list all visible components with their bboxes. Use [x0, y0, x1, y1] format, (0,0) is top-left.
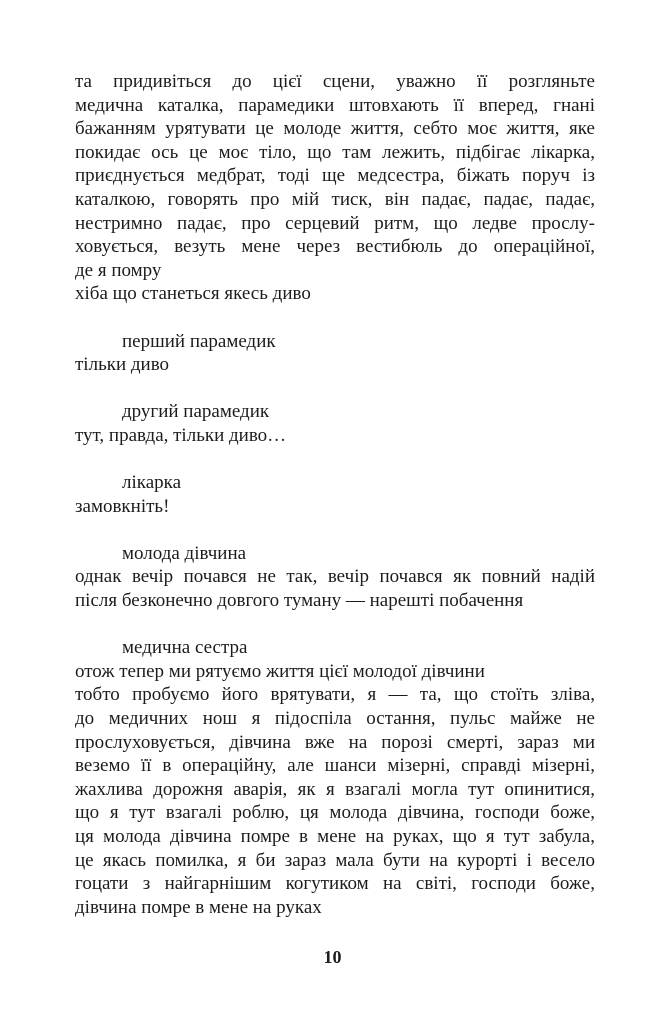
speaker-doctor: лікарка	[122, 472, 182, 494]
stanza-gap	[75, 448, 595, 472]
paragraph-opening	[75, 70, 595, 306]
text-line: це якась помилка, я би зараз мала бути на курорті і весело	[75, 849, 595, 871]
text-line: гоцати з найгарнішим когутиком на світі, господи боже,	[75, 873, 595, 895]
speaker-second-paramedic: другий парамедик	[122, 401, 270, 423]
text-line: отож тепер ми рятуємо життя цієї молодої дівчини	[75, 660, 485, 682]
dialogue-line: тільки диво	[75, 354, 170, 376]
speaker-young-girl: молода дівчина	[122, 542, 247, 564]
speaker-first-paramedic: перший парамедик	[122, 330, 276, 352]
text-line: каталкою, говорять про мій тиск, він падає, падає, падає,	[75, 188, 595, 210]
stanza-gap	[75, 613, 595, 637]
paragraph-nurse	[75, 660, 595, 920]
text-line: веземо її в операційну, але шанси мізерні, справді мізерні,	[75, 755, 595, 777]
stanza-gap	[75, 377, 595, 401]
page-body	[75, 70, 595, 919]
text-line: покидає ось це моє тіло, що там лежить, підбігає лікарка,	[75, 141, 595, 163]
text-line: однак вечір почався не так, вечір почався як повний надій	[75, 566, 595, 588]
text-line: після безконечно довгого туману — нарешті побачення	[75, 590, 524, 612]
text-line: тобто пробуємо його врятувати, я — та, що стоїть зліва,	[75, 684, 595, 706]
stanza-gap	[75, 306, 595, 330]
text-line: нестримно падає, про серцевий ритм, що ледве прослу-	[75, 212, 595, 234]
page-number: 10	[323, 947, 342, 967]
text-line: жахлива дорожня аварія, як я взагалі могла тут опинитися,	[75, 778, 595, 800]
text-line: що я тут взагалі роблю, ця молода дівчина, господи боже,	[75, 802, 595, 824]
text-line: прослуховується, дівчина вже на порозі смерті, зараз ми	[75, 731, 595, 753]
dialogue-line: замовкніть!	[75, 495, 170, 517]
paragraph-young-girl	[75, 565, 595, 612]
text-line: бажанням урятувати це молоде життя, себто моє життя, яке	[75, 118, 595, 140]
text-line: та придивіться до цієї сцени, уважно її розгляньте	[75, 71, 595, 92]
text-line: де я помру	[75, 259, 162, 281]
text-line: приєднується медбрат, тоді ще медсестра, біжать поруч із	[75, 165, 595, 187]
text-line: ховується, везуть мене через вестибюль до операційної,	[75, 236, 595, 258]
text-line: до медичних нош я підоспіла остання, пульс майже не	[75, 708, 595, 730]
text-line: хіба що станеться якесь диво	[75, 283, 311, 305]
stanza-gap	[75, 518, 595, 542]
text-line: ця молода дівчина помре в мене на руках, що я тут забула,	[75, 826, 595, 847]
text-line: дівчина помре в мене на руках	[75, 896, 322, 918]
speaker-nurse: медична сестра	[122, 637, 248, 659]
dialogue-line: тут, правда, тільки диво…	[75, 424, 287, 446]
text-line: медична каталка, парамедики штовхають її вперед, гнані	[75, 94, 595, 116]
